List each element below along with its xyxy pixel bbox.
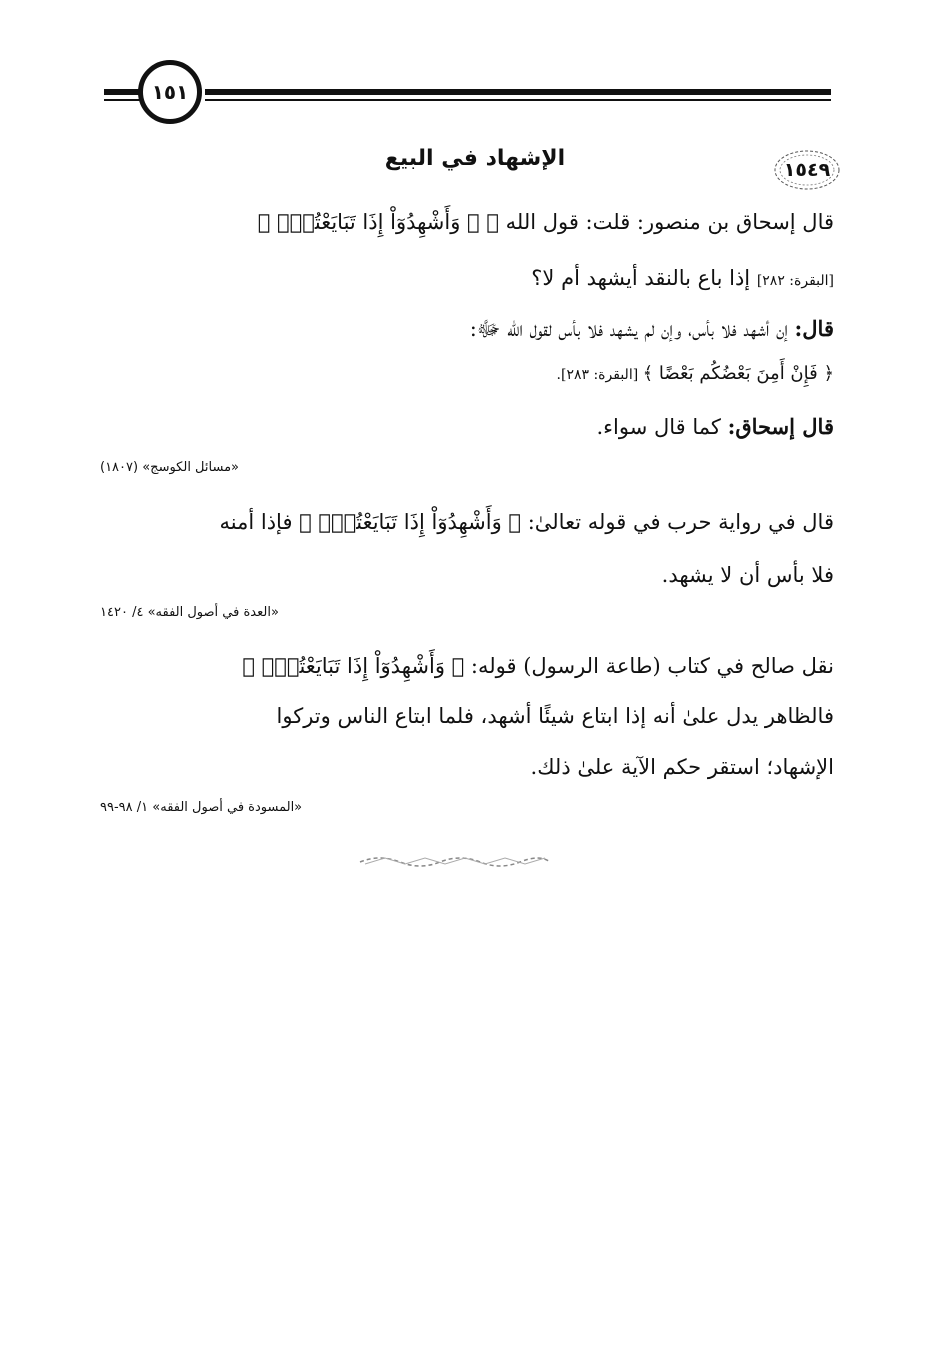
p4-line2: فلا بأس أن لا يشهد.: [661, 563, 834, 587]
header-rule: [205, 89, 831, 103]
p1-question: إذا باع بالنقد أيشهد أم لا؟: [531, 266, 757, 290]
page-number: ١٥١: [138, 60, 202, 124]
p1-reference: [البقرة: ٢٨٢]: [756, 273, 834, 289]
p5-line2: فالظاهر يدل علىٰ أنه إذا ابتاع شيئًا أشهد، فلما ابتاع الناس وتركوا: [276, 704, 834, 728]
p2-line1: [470, 307, 834, 351]
source-citation-3: «المسودة في أصول الفقه» ١/ ٩٨-٩٩: [100, 800, 303, 815]
p2-text: إن أشهد فلا بأس، وإن لم يشهد فلا بأس لقول الله ﷻ:: [469, 317, 795, 341]
p2-reference: [البقرة: ٢٨٣].: [556, 367, 643, 383]
section-title: الإشهاد في البيع: [384, 146, 566, 171]
p5-line1: نقل صالح في كتاب (طاعة الرسول) قوله: ﴿ وَأَشْهِدُوٓاْ إِذَا تَبَايَعْتُمْۚ ﴾: [242, 654, 834, 678]
entry-number: ١٥٤٩: [783, 159, 831, 181]
p1-line1: قال إسحاق بن منصور: قلت: قول الله ﷻ ﴿ وَأَشْهِدُوٓاْ إِذَا تَبَايَعْتُمْۚ ﴾: [257, 210, 834, 234]
p1-line2: [531, 256, 834, 303]
p5-line3: الإشهاد؛ استقر حكم الآية علىٰ ذلك.: [530, 755, 834, 779]
end-ornament-icon: [355, 850, 555, 870]
source-citation-2: «العدة في أصول الفقه» ٤/ ١٤٢٠: [100, 605, 279, 620]
p3-line: [596, 405, 834, 449]
p2-line2: [557, 352, 834, 397]
header-rule-left: [104, 89, 140, 103]
p4-line1: قال في رواية حرب في قوله تعالىٰ: ﴿ وَأَشْهِدُوٓاْ إِذَا تَبَايَعْتُمْۚ ﴾ فإذا أمنه: [219, 510, 834, 534]
source-citation-1: «مسائل الكوسج» (١٨٠٧): [100, 460, 239, 475]
p2-label: قال:: [794, 316, 834, 341]
p3-label: قال إسحاق:: [727, 414, 834, 439]
entry-number-badge: [772, 148, 842, 192]
p2-verse: ﴿ فَإِنْ أَمِنَ بَعْضُكُم بَعْضًا ﴾: [642, 363, 834, 384]
p3-text: كما قال سواء.: [596, 415, 728, 439]
